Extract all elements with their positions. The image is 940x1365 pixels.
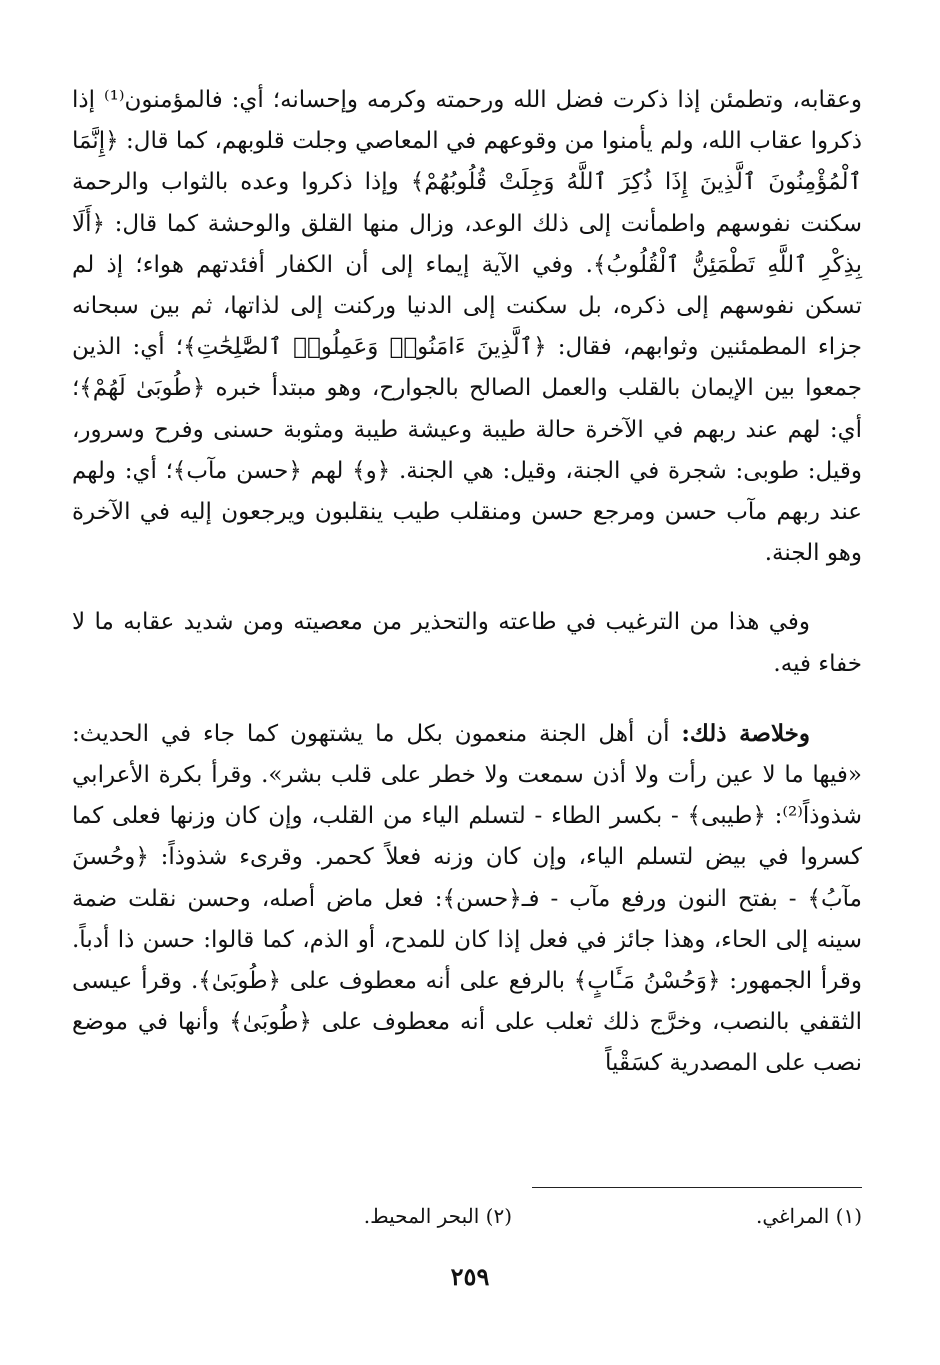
summary-text: أن أهل الجنة منعمون بكل ما يشتهون كما جاء في الحديث: «فيها ما لا عين رأت ولا أذن سمعت ولا خطر على قلب بشر». وقرأ بكرة الأعرابي شذوذاً⁽²⁾: ﴿طيبى﴾ - بكسر الطاء - لتسلم الياء من القلب، وإن كان وزنها فعلى كما كسروا في بيض لتسلم الياء، وإن كان وزنه فعلاً كحمر. وقرىء شذوذاً: ﴿وحُسنَ مآبُ﴾ - بفتح النون ورفع مآب - فـ﴿حسن﴾: فعل ماض أصله، وحسن نقلت ضمة سينه إلى الحاء، وهذا جائز في فعل إذا كان للمدح، أو الذم، كما قالوا: حسن ذا أدباً. وقرأ الجمهور: ﴿وَحُسْنُ مَـَٔابٍ﴾ بالرفع على أنه معطوف على ﴿طُوبَىٰ﴾. وقرأ عيسى الثقفي بالنصب، وخرَّج ذلك ثعلب على أنه معطوف على ﴿طُوبَىٰ﴾ وأنها في موضع نصب على المصدرية كسَقْياً [72, 720, 862, 1077]
summary-lead: وخلاصة ذلك: [681, 719, 810, 747]
footnote-2: (٢) البحر المحيط. [363, 1204, 512, 1228]
main-paragraph: وعقابه، وتطمئن إذا ذكرت فضل الله ورحمته وكرمه وإحسانه؛ أي: فالمؤمنون⁽¹⁾ إذا ذكروا عقاب الله، ولم يأمنوا من وقوعهم في المعاصي وجلت قلوبهم، كما قال: ﴿إِنَّمَا ٱلْمُؤْمِنُونَ ٱلَّذِينَ إِذَا ذُكِرَ ٱللَّهُ وَجِلَتْ قُلُوبُهُمْ﴾ وإذا ذكروا وعده بالثواب والرحمة سكنت نفوسهم واطمأنت إلى ذلك الوعد، وزال منها القلق والوحشة كما قال: ﴿أَلَا بِذِكْرِ ٱللَّهِ تَطْمَئِنُّ ٱلْقُلُوبُ﴾. وفي الآية إيماء إلى أن الكفار أفئدتهم هواء؛ إذ لم تسكن نفوسهم إلى ذكره، بل سكنت إلى الدنيا وركنت إلى لذاتها، ثم بين سبحانه جزاء المطمئنين وثوابهم، فقال: ﴿ٱلَّذِينَ ءَامَنُوا۟ وَعَمِلُوا۟ ٱلصَّٰلِحَٰتِ﴾؛ أي: الذين جمعوا بين الإيمان بالقلب والعمل الصالح بالجوارح، وهو مبتدأ خبره ﴿طُوبَىٰ لَهُمْ﴾؛ أي: لهم عند ربهم في الآخرة حالة طيبة وعيشة طيبة ومثوبة حسنى وفرح وسرور، وقيل: طوبى: شجرة في الجنة، وقيل: هي الجنة. ﴿و﴾ لهم ﴿حسن مآب﴾؛ أي: ولهم عند ربهم مآب حسن ومرجع حسن ومنقلب طيب ينقلبون ويرجعون إليه في الآخرة وهو الجنة. [72, 87, 862, 567]
page-body [72, 80, 862, 1085]
page-number: ٢٥٩ [450, 1262, 490, 1291]
summary-paragraph [72, 713, 862, 1085]
exhortation-paragraph: وفي هذا من الترغيب في طاعته والتحذير من معصيته ومن شديد عقابه ما لا خفاء فيه. [72, 609, 862, 677]
footnote-divider [532, 1187, 862, 1188]
footnote-1: (١) المراغي. [755, 1204, 862, 1228]
